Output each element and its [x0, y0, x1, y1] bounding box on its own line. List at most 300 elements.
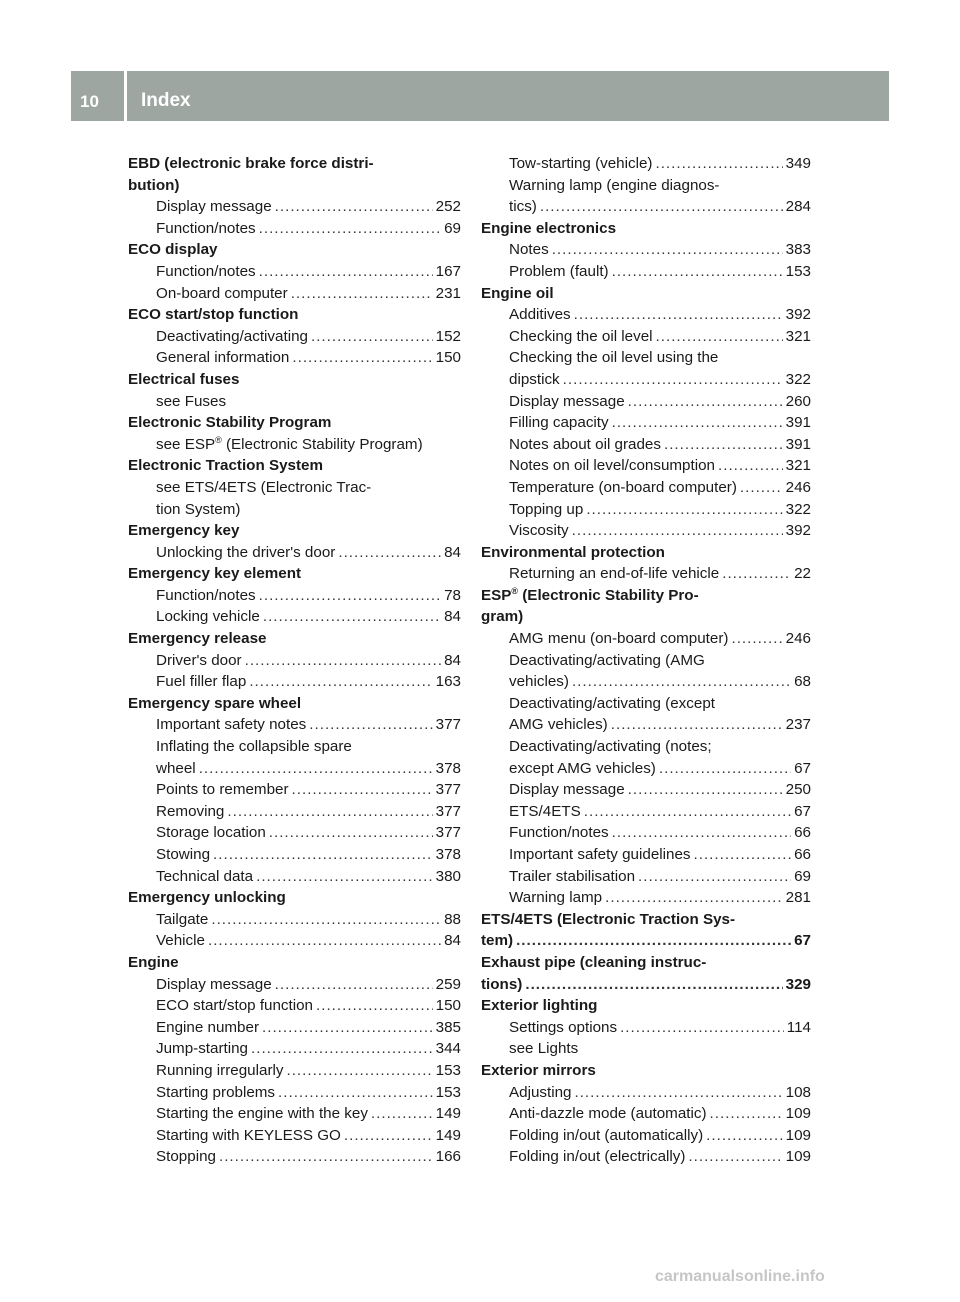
index-entry — [128, 1125, 461, 1147]
index-entry — [481, 369, 811, 391]
entry-label: Electronic Stability Program — [128, 414, 332, 432]
page-reference: 153 — [435, 1061, 461, 1079]
page-reference: 392 — [785, 306, 811, 324]
entry-label: Display message — [509, 392, 625, 410]
page-number: 10 — [80, 92, 99, 111]
dot-leader — [291, 283, 433, 305]
dot-leader — [563, 369, 783, 391]
dot-leader — [718, 455, 783, 477]
dot-leader — [213, 844, 433, 866]
page-reference: 167 — [435, 262, 461, 280]
dot-leader — [584, 801, 791, 823]
index-entry — [481, 261, 811, 283]
dot-leader — [263, 606, 441, 628]
page-reference: 163 — [435, 673, 461, 691]
page-reference: 377 — [435, 824, 461, 842]
dot-leader — [572, 671, 791, 693]
entry-label: Notes about oil grades — [509, 435, 661, 453]
entry-label: Temperature (on-board computer) — [509, 478, 737, 496]
dot-leader — [311, 326, 433, 348]
page-reference: 246 — [785, 478, 811, 496]
entry-label: Checking the oil level using the — [509, 349, 719, 367]
entry-label: Environmental protection — [481, 543, 665, 561]
dot-leader — [740, 477, 783, 499]
dot-leader — [309, 714, 432, 736]
entry-label: Stowing — [156, 846, 211, 863]
index-entry — [128, 1082, 461, 1104]
dot-leader — [586, 499, 782, 521]
page-reference: 109 — [785, 1105, 811, 1123]
page-reference: 344 — [435, 1040, 461, 1058]
index-entry — [128, 347, 461, 369]
registered-mark: ® — [215, 434, 222, 445]
index-entry — [128, 1060, 461, 1082]
index-heading — [128, 693, 461, 715]
entry-label: Emergency spare wheel — [128, 694, 302, 712]
index-heading — [481, 542, 811, 564]
page-reference: 150 — [435, 349, 461, 367]
index-entry — [128, 261, 461, 283]
entry-label: Starting with KEYLESS GO — [156, 1126, 341, 1144]
index-entry — [481, 801, 811, 823]
entry-label: ETS/4ETS — [509, 802, 581, 820]
dot-leader — [628, 391, 783, 413]
index-subentry — [481, 693, 811, 715]
dot-leader — [612, 412, 783, 434]
dot-leader — [710, 1103, 783, 1125]
index-heading — [481, 1060, 811, 1082]
index-entry — [128, 758, 461, 780]
page-reference: 149 — [435, 1126, 461, 1144]
page-reference: 22 — [794, 565, 811, 583]
page-reference: 66 — [794, 824, 811, 842]
entry-label: Engine number — [156, 1018, 260, 1036]
index-entry — [481, 758, 811, 780]
dot-leader — [611, 714, 783, 736]
entry-label: Exhaust pipe (cleaning instruc- — [481, 953, 707, 971]
dot-leader — [245, 650, 441, 672]
index-subentry — [128, 499, 461, 521]
entry-label: Engine oil — [481, 284, 554, 302]
index-subentry — [128, 736, 461, 758]
dot-leader — [259, 585, 441, 607]
index-heading — [128, 887, 461, 909]
dot-leader — [664, 434, 783, 456]
index-entry — [128, 909, 461, 931]
entry-label: Driver's door — [156, 651, 242, 669]
index-entry — [128, 974, 461, 996]
index-entry — [128, 1038, 461, 1060]
index-entry — [481, 391, 811, 413]
page-reference: 84 — [444, 932, 461, 950]
dot-leader — [659, 758, 791, 780]
index-entry — [128, 585, 461, 607]
entry-label: Electrical fuses — [128, 370, 240, 388]
entry-label: Trailer stabilisation — [509, 867, 636, 885]
dot-leader — [605, 887, 783, 909]
index-subentry — [481, 736, 811, 758]
page-reference: 252 — [435, 198, 461, 216]
page-reference: 321 — [785, 327, 811, 345]
entry-label: Viscosity — [509, 522, 569, 540]
entry-label: ETS/4ETS (Electronic Traction Sys- — [481, 910, 736, 928]
entry-label-continued: (Electronic Stability Program) — [221, 435, 423, 453]
page-title: Index — [141, 90, 191, 111]
page-reference: 67 — [794, 802, 811, 820]
entry-label: Fuel filler flap — [156, 673, 247, 691]
dot-leader — [731, 628, 782, 650]
entry-label: Warning lamp (engine diagnos- — [509, 176, 720, 194]
entry-label: tem) — [481, 932, 514, 950]
page-reference: 259 — [435, 975, 461, 993]
entry-label: Function/notes — [156, 586, 256, 604]
index-entry — [481, 671, 811, 693]
index-heading — [128, 520, 461, 542]
entry-label: Exterior mirrors — [481, 1061, 596, 1079]
index-subentry — [481, 1038, 811, 1060]
dot-leader — [219, 1146, 433, 1168]
entry-label: Topping up — [509, 500, 584, 518]
entry-label: Stopping — [156, 1148, 216, 1166]
entry-label: Vehicle — [156, 932, 205, 950]
entry-label: vehicles) — [509, 673, 569, 691]
entry-label: tions) — [481, 975, 523, 993]
entry-label: see Lights — [509, 1040, 579, 1058]
page-reference: 84 — [444, 608, 461, 626]
entry-label: Function/notes — [509, 824, 609, 842]
index-entry — [481, 1103, 811, 1125]
entry-label: AMG menu (on-board computer) — [509, 630, 729, 648]
entry-label: Returning an end-of-life vehicle — [509, 565, 720, 583]
dot-leader — [371, 1103, 433, 1125]
page-reference: 260 — [785, 392, 811, 410]
dot-leader — [552, 239, 783, 261]
index-entry — [481, 714, 811, 736]
entry-label: Jump-starting — [156, 1040, 249, 1058]
header-divider — [124, 71, 127, 121]
page-reference: 391 — [785, 414, 811, 432]
entry-label: see ESP — [156, 435, 216, 453]
dot-leader — [612, 822, 791, 844]
index-entry — [481, 887, 811, 909]
index-heading — [128, 304, 461, 326]
entry-label: Notes — [509, 241, 549, 259]
index-entry — [481, 822, 811, 844]
dot-leader — [572, 520, 783, 542]
dot-leader — [338, 542, 441, 564]
index-heading — [128, 563, 461, 585]
entry-label: Emergency unlocking — [128, 889, 286, 907]
watermark: carmanualsonline.info — [655, 1268, 825, 1285]
index-entry — [481, 499, 811, 521]
page-reference: 114 — [786, 1018, 811, 1036]
entry-label: Settings options — [509, 1018, 618, 1036]
index-entry — [481, 239, 811, 261]
index-entry — [481, 1082, 811, 1104]
index-heading — [128, 952, 461, 974]
entry-label: EBD (electronic brake force distri- — [128, 155, 374, 172]
page-reference: 378 — [435, 759, 461, 777]
entry-label: Additives — [509, 306, 571, 324]
page-reference: 383 — [785, 241, 811, 259]
page-reference: 284 — [785, 198, 811, 216]
page-reference: 153 — [785, 262, 811, 280]
index-entry — [128, 218, 461, 240]
index-entry — [128, 283, 461, 305]
entry-label: ECO display — [128, 241, 218, 259]
entry-label: Removing — [156, 802, 225, 820]
page-reference: 109 — [785, 1126, 811, 1144]
entry-label: Engine — [128, 953, 179, 971]
entry-label: Display message — [156, 198, 272, 216]
entry-label-continued: (Electronic Stability Pro- — [518, 586, 699, 604]
entry-label: Emergency key — [128, 522, 240, 540]
dot-leader — [628, 779, 783, 801]
index-entry — [481, 477, 811, 499]
index-subentry — [481, 650, 811, 672]
page-reference: 385 — [435, 1018, 461, 1036]
index-subentry — [128, 434, 461, 456]
dot-leader — [516, 930, 791, 952]
dot-leader — [251, 1038, 433, 1060]
index-subentry — [481, 175, 811, 197]
entry-label: Important safety notes — [156, 716, 307, 734]
entry-label: wheel — [156, 759, 196, 777]
index-heading — [481, 585, 811, 607]
index-entry — [128, 822, 461, 844]
page-reference: 88 — [444, 910, 461, 928]
dot-leader — [269, 822, 433, 844]
entry-label: Engine electronics — [481, 219, 617, 237]
entry-label: Electronic Traction System — [128, 457, 323, 475]
page-reference: 66 — [794, 846, 811, 863]
page-reference: 166 — [435, 1148, 461, 1166]
index-entry — [128, 650, 461, 672]
index-entry — [481, 455, 811, 477]
index-heading — [128, 455, 461, 477]
entry-label: Folding in/out (automatically) — [509, 1126, 704, 1144]
entry-label: Deactivating/activating (AMG — [509, 651, 705, 669]
index-entry — [481, 1125, 811, 1147]
index-entry — [128, 542, 461, 564]
dot-leader — [688, 1146, 782, 1168]
entry-label: Display message — [509, 781, 625, 799]
entry-label: Deactivating/activating (notes; — [509, 738, 712, 756]
index-entry — [128, 995, 461, 1017]
index-entry — [128, 1146, 461, 1168]
entry-label: Inflating the collapsible spare — [156, 738, 352, 756]
dot-leader — [259, 218, 441, 240]
index-entry — [128, 779, 461, 801]
entry-label: tion System) — [156, 500, 241, 518]
entry-label: Technical data — [156, 867, 254, 885]
page-reference: 322 — [785, 500, 811, 518]
dot-leader — [259, 261, 433, 283]
dot-leader — [292, 347, 432, 369]
page-reference: 68 — [794, 673, 811, 691]
index-entry — [128, 930, 461, 952]
dot-leader — [227, 801, 432, 823]
index-entry — [128, 1103, 461, 1125]
registered-mark: ® — [511, 585, 519, 596]
page-reference: 377 — [435, 716, 461, 734]
entry-label: Notes on oil level/consumption — [509, 457, 715, 475]
entry-label: Starting problems — [156, 1083, 276, 1101]
entry-label: Deactivating/activating — [156, 327, 308, 345]
entry-label: Important safety guidelines — [509, 846, 691, 863]
index-entry — [128, 326, 461, 348]
index-heading — [481, 218, 811, 240]
entry-label: bution) — [128, 176, 180, 194]
entry-label: Function/notes — [156, 219, 256, 237]
page-reference: 378 — [435, 846, 461, 863]
entry-label: Unlocking the driver's door — [156, 543, 336, 561]
page-reference: 150 — [435, 997, 461, 1015]
entry-label: Display message — [156, 975, 272, 993]
dot-leader — [199, 758, 433, 780]
page-reference: 153 — [435, 1083, 461, 1101]
dot-leader — [262, 1017, 433, 1039]
index-entry — [481, 563, 811, 585]
page-reference: 67 — [794, 759, 811, 777]
entry-label: Function/notes — [156, 262, 256, 280]
page-reference: 109 — [785, 1148, 811, 1166]
entry-label: gram) — [481, 608, 524, 626]
entry-label: Storage location — [156, 824, 266, 842]
dot-leader — [540, 196, 783, 218]
entry-label: see Fuses — [156, 392, 227, 410]
index-subentry — [481, 347, 811, 369]
page-reference: 392 — [785, 522, 811, 540]
dot-leader — [620, 1017, 784, 1039]
index-entry — [481, 520, 811, 542]
entry-label: AMG vehicles) — [509, 716, 608, 734]
entry-label: Points to remember — [156, 781, 289, 799]
index-entry — [128, 606, 461, 628]
page-reference: 329 — [785, 975, 811, 993]
entry-label: Emergency release — [128, 630, 267, 648]
page-reference: 377 — [435, 781, 461, 799]
index-heading — [128, 239, 461, 261]
dot-leader — [656, 326, 783, 348]
dot-leader — [249, 671, 432, 693]
dot-leader — [275, 974, 433, 996]
index-entry — [128, 714, 461, 736]
dot-leader — [694, 844, 792, 866]
index-heading — [128, 153, 461, 175]
index-heading — [128, 175, 461, 197]
index-entry — [481, 196, 811, 218]
entry-label: On-board computer — [156, 284, 288, 302]
entry-label: Emergency key element — [128, 565, 302, 583]
index-entry — [481, 153, 811, 175]
index-entry — [481, 779, 811, 801]
index-heading — [128, 369, 461, 391]
index-entry — [481, 304, 811, 326]
dot-leader — [211, 909, 441, 931]
entry-label: Deactivating/activating (except — [509, 694, 715, 712]
entry-label: except AMG vehicles) — [509, 759, 656, 777]
page-reference: 281 — [785, 889, 811, 907]
dot-leader — [292, 779, 433, 801]
dot-leader — [275, 196, 433, 218]
index-entry — [481, 434, 811, 456]
entry-label: Problem (fault) — [509, 262, 609, 280]
dot-leader — [612, 261, 783, 283]
dot-leader — [525, 974, 782, 996]
index-entry — [481, 326, 811, 348]
entry-label: Starting the engine with the key — [156, 1105, 368, 1123]
entry-label: see ETS/4ETS (Electronic Trac- — [156, 478, 372, 496]
index-entry — [481, 1017, 811, 1039]
entry-label: Filling capacity — [509, 414, 609, 432]
dot-leader — [256, 866, 433, 888]
index-heading-entry — [481, 974, 811, 996]
page-reference: 152 — [435, 327, 461, 345]
index-heading — [481, 606, 811, 628]
entry-label: Anti-dazzle mode (automatic) — [509, 1105, 707, 1123]
index-entry — [481, 866, 811, 888]
page-reference: 250 — [785, 781, 811, 799]
page-reference: 149 — [435, 1105, 461, 1123]
page-reference: 380 — [435, 867, 461, 885]
dot-leader — [722, 563, 791, 585]
entry-label: ECO start/stop function — [156, 997, 314, 1015]
index-entry — [128, 844, 461, 866]
page-reference: 321 — [785, 457, 811, 475]
index-entry — [128, 196, 461, 218]
page-reference: 237 — [785, 716, 811, 734]
entry-label: ESP — [481, 586, 512, 604]
page-reference: 231 — [435, 284, 461, 302]
index-heading — [481, 952, 811, 974]
index-subentry — [128, 391, 461, 413]
dot-leader — [638, 866, 791, 888]
index-heading — [128, 628, 461, 650]
index-entry — [128, 866, 461, 888]
dot-leader — [316, 995, 433, 1017]
page-reference: 84 — [444, 651, 461, 669]
page-reference: 69 — [444, 219, 461, 237]
index-column-right — [481, 153, 811, 1168]
index-heading — [481, 995, 811, 1017]
entry-label: Tow-starting (vehicle) — [509, 155, 653, 172]
index-entry — [481, 628, 811, 650]
entry-label: General information — [156, 349, 290, 367]
page-reference: 377 — [435, 802, 461, 820]
index-entry — [481, 1146, 811, 1168]
entry-label: Checking the oil level — [509, 327, 653, 345]
page-reference: 246 — [785, 630, 811, 648]
page-reference: 69 — [794, 867, 811, 885]
entry-label: Folding in/out (electrically) — [509, 1148, 686, 1166]
dot-leader — [344, 1125, 433, 1147]
entry-label: Running irregularly — [156, 1061, 284, 1079]
index-subentry — [128, 477, 461, 499]
entry-label: Tailgate — [156, 910, 209, 928]
index-column-left — [128, 153, 461, 1168]
index-heading — [481, 909, 811, 931]
dot-leader — [278, 1082, 433, 1104]
entry-label: Exterior lighting — [481, 997, 598, 1015]
dot-leader — [574, 1082, 782, 1104]
page-reference: 322 — [785, 370, 811, 388]
page-reference: 108 — [785, 1083, 811, 1101]
index-heading — [481, 283, 811, 305]
page-reference: 78 — [444, 586, 461, 604]
index-heading — [128, 412, 461, 434]
entry-label: Locking vehicle — [156, 608, 260, 626]
